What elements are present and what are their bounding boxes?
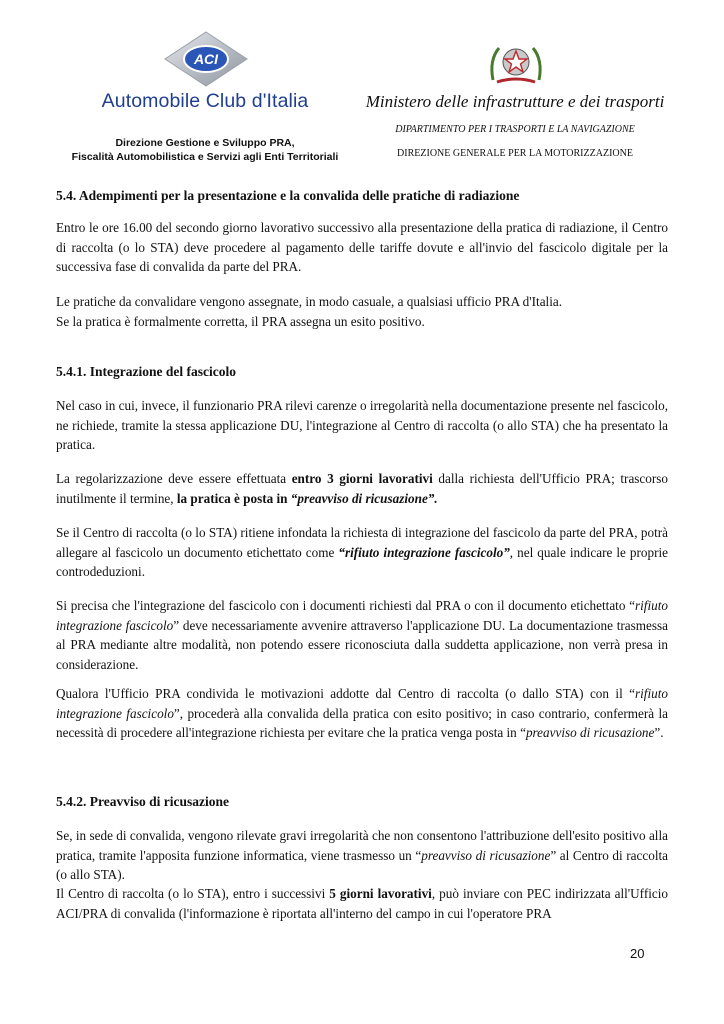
italian-republic-emblem-icon — [487, 40, 545, 88]
paragraph: Le pratiche da convalidare vengono assegnate, in modo casuale, a qualsiasi ufficio PRA d'Italia. — [56, 294, 563, 309]
paragraph: Il Centro di raccolta (o lo STA), entro i successivi 5 giorni lavorativi, può inviare con PEC indirizzata all'Ufficio ACI/PRA di convalida (l'informazione è riportata all'interno del campo in cui l'operatore PRA — [56, 886, 668, 921]
svg-text:ACI: ACI — [193, 51, 219, 67]
aci-logo-icon — [163, 30, 249, 88]
paragraph: Se, in sede di convalida, vengono rilevate gravi irregolarità che non consentono l'attribuzione dell'esito positivo alla pratica, tramite l'apposita funzione informatica, viene trasmesso un “preavviso di ricusazione” al Centro di raccolta (o allo STA). — [56, 828, 669, 883]
paragraph: Si precisa che l'integrazione del fascicolo con i documenti richiesti dal PRA o con il documento etichettato “rifiuto integrazione fascicolo” deve necessariamente avvenire attraverso l'applicazione DU. La documentazione trasmessa al PRA mediante altre modalità, non potendo essere riconosciuta dalla suddetta applicazione, non verrà presa in considerazione. — [56, 598, 668, 672]
ministry-title: Ministero delle infrastrutture e dei trasporti — [365, 92, 665, 111]
paragraph: Entro le ore 16.00 del secondo giorno lavorativo successivo alla presentazione della pratica di radiazione, il Centro di raccolta (o lo STA) deve procedere al pagamento delle tariffe dovute e all'invio del fascicolo digitale per la successiva fase di convalida da parte del PRA. — [56, 220, 668, 275]
paragraph: La regolarizzazione deve essere effettuata entro 3 giorni lavorativi dalla richiesta dell'Ufficio PRA; trascorso inutilmente il termine, la pratica è posta in “preavviso di ricusazione”. — [56, 471, 668, 506]
paragraph: Se il Centro di raccolta (o lo STA) ritiene infondata la richiesta di integrazione del fascicolo da parte del PRA, potrà allegare al fascicolo un documento etichettato come “rifiuto integrazione fascicolo”, nel quale indicare le proprie controdeduzioni. — [56, 525, 668, 580]
ministry-department: DIPARTIMENTO PER I TRASPORTI E LA NAVIGAZIONE — [395, 124, 635, 135]
ministry-direction: DIREZIONE GENERALE PER LA MOTORIZZAZIONE — [397, 148, 633, 159]
aci-department: Direzione Gestione e Sviluppo PRA, Fiscalità Automobilistica e Servizi agli Enti Territoriali — [71, 137, 339, 163]
paragraph: Qualora l'Ufficio PRA condivida le motivazioni addotte dal Centro di raccolta (o dallo STA) con il “rifiuto integrazione fascicolo”, procederà alla convalida della pratica con esito positivo; in caso contrario, confermerà la necessità di procedere all'integrazione richiesta per evitare che la pratica venga posta in “preavviso di ricusazione”. — [56, 686, 668, 741]
aci-title: Automobile Club d'Italia — [101, 90, 309, 112]
section-heading-5-4: 5.4. Adempimenti per la presentazione e la convalida delle pratiche di radiazione — [56, 188, 520, 203]
paragraph: Se la pratica è formalmente corretta, il PRA assegna un esito positivo. — [56, 314, 425, 329]
page-number: 20 — [630, 946, 645, 961]
section-heading-5-4-1: 5.4.1. Integrazione del fascicolo — [56, 364, 236, 379]
aci-logo — [163, 30, 249, 88]
paragraph: Nel caso in cui, invece, il funzionario PRA rilevi carenze o irregolarità nella documentazione presente nel fascicolo, ne richiede, tramite la stessa applicazione DU, l'integrazione al Centro di raccolta (o allo STA) che ha presentato la pratica. — [56, 398, 668, 453]
section-heading-5-4-2: 5.4.2. Preavviso di ricusazione — [56, 794, 229, 809]
